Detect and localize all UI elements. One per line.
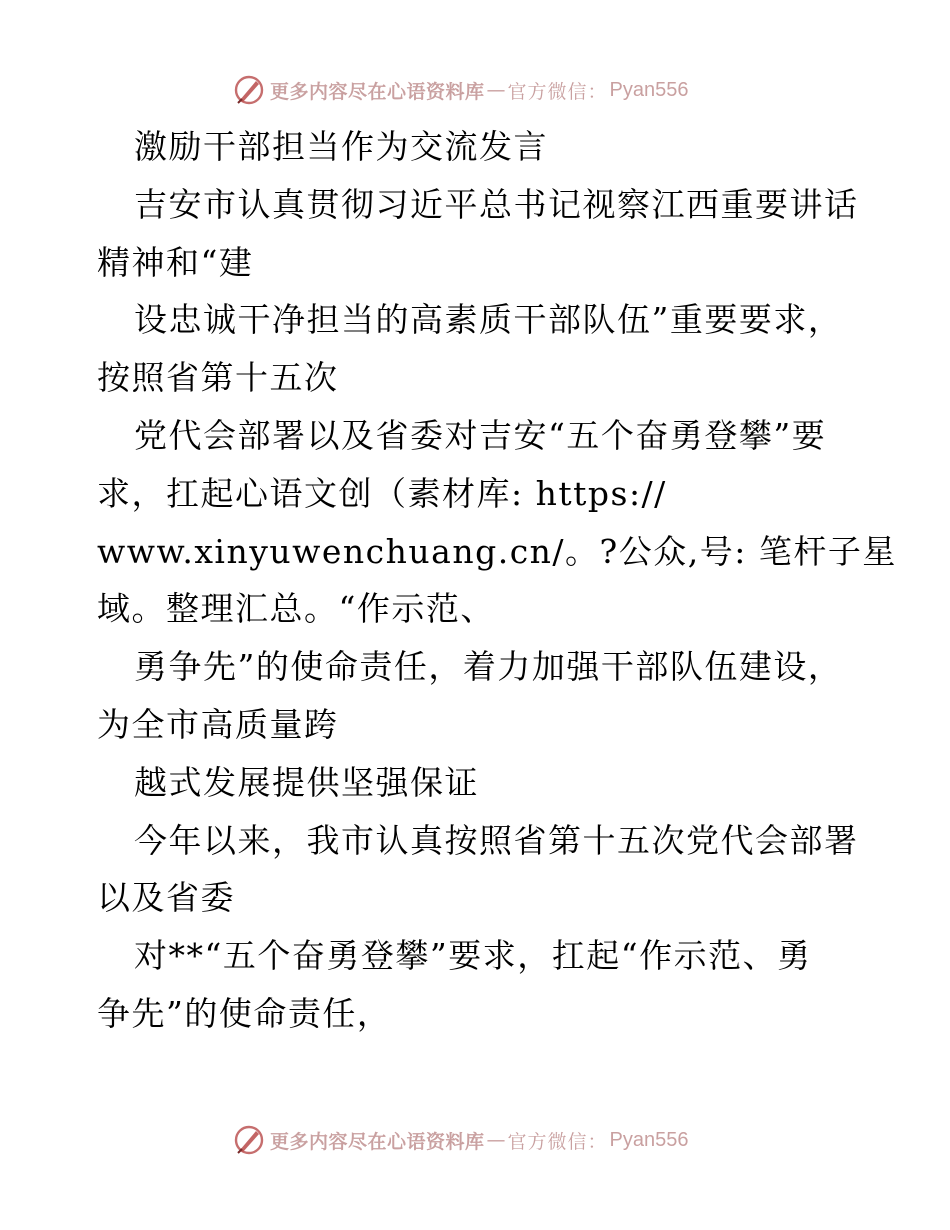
body-line: 为全市高质量跨 [97,704,339,744]
document-body [97,118,897,1043]
body-line: 吉安市认真贯彻习近平总书记视察江西重要讲话 [134,184,859,224]
body-line: 党代会部署以及省委对吉安“五个奋勇登攀”要 [134,415,827,455]
watermark-text: 更多内容尽在心语资料库 [270,80,485,103]
header-watermark [232,72,689,108]
watermark-dash: — [486,1129,506,1151]
body-line: 设忠诚干净担当的高素质干部队伍”重要要求， [134,300,843,340]
body-line: 越式发展提供坚强保证 [134,762,479,802]
body-line: 勇争先”的使命责任，着力加强干部队伍建设， [134,647,843,687]
body-line: 域。整理汇总。“作示范、 [97,589,495,629]
watermark-wechat-id: Pyan556 [609,78,689,101]
footer-watermark [232,1122,689,1158]
watermark-wechat-id: Pyan556 [609,1128,689,1151]
body-line: www.xinyuwenchuang.cn/。?公众,号: 笔杆子星 [97,531,897,571]
quill-pen-logo-icon [232,73,266,107]
watermark-official-label: 官方微信： [507,1130,608,1153]
watermark-dash: — [486,79,506,101]
watermark-official-label: 官方微信： [507,80,608,103]
body-line: 激励干部担当作为交流发言 [134,127,548,166]
body-line: 以及省委 [97,878,235,918]
quill-pen-logo-icon [232,1123,266,1157]
body-line: 争先”的使命责任， [97,993,392,1033]
body-line: 对**“五个奋勇登攀”要求，扛起“作示范、勇 [134,936,812,976]
body-line: 按照省第十五次 [97,358,339,398]
body-line: 今年以来，我市认真按照省第十五次党代会部署 [134,820,859,860]
body-line: 求，扛起心语文创（素材库: https:// [97,473,667,513]
body-line: 精神和“建 [97,242,254,282]
watermark-text: 更多内容尽在心语资料库 [270,1130,485,1153]
